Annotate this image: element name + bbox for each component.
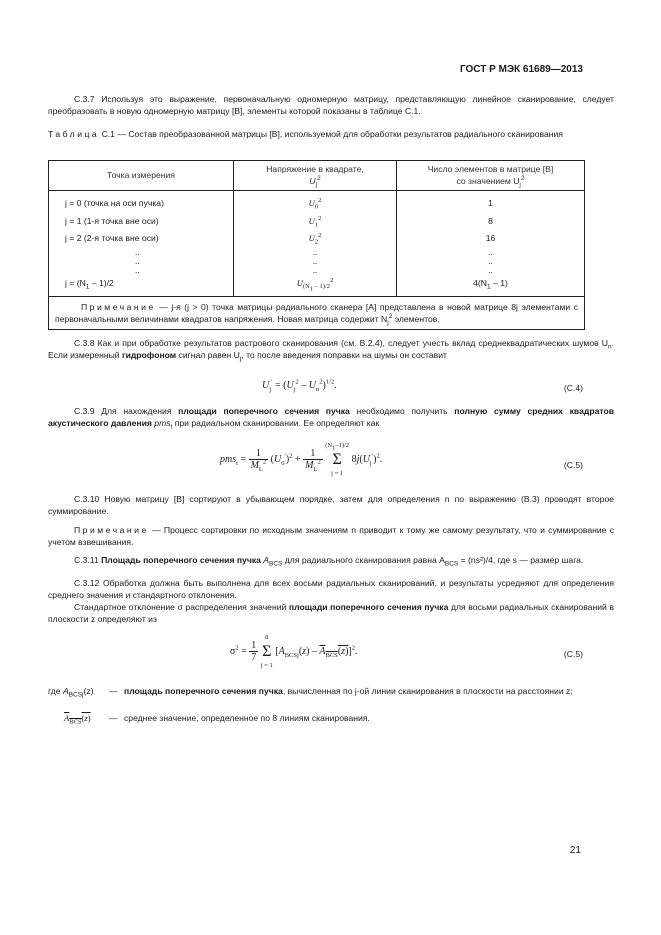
table-col-counts: 1 8 16 .. .. .. $4(N_1 - 1)$ [397,191,585,297]
where-item-2: $A_{BCS}(z)$ — среднее значение, определенное по 8 линиям сканирования. [64,713,370,726]
table-col-points: j = 0 (точка на оси пучка) j = 1 (1-я точка вне оси) j = 2 (2-я точка вне оси) .. .. .. $j = (N_1 - 1)/2$ [49,191,234,297]
row-point-0: j = 0 (точка на оси пучка) [65,198,164,208]
col-header-count: Число элементов в матрице [B] со значением $U_j^2$ [397,161,585,191]
equation-c5b: $\sigma^2$ = $\frac{1}{7}$ 8 Σ j = 1 $[A_{BCSj}(z) - A_{BCS}(z)]^2$. [230,634,358,669]
equation-c4-label: (С.4) [563,383,583,393]
where-item-1: где $A_{BCSj}(z)$ — площадь поперечного сечения пучка, вычисленная по j-ой линии сканирования в плоскости на расстоянии z; [48,686,573,699]
standard-header: ГОСТ Р МЭК 61689—2013 [459,64,583,75]
row-count-2: 16 [485,233,496,243]
table-note-row [49,297,585,330]
equation-c5a-label: (С.5) [563,460,583,470]
equation-c5b-label: (С.5) [563,649,583,659]
section-c310: С.3.10 Новую матрицу [B] сортируют в убывающем порядке, затем для определения n по выражению (В.3) проводят второе суммирование. [48,494,614,516]
table-caption-label: Таблица [48,129,100,139]
col-header-voltage: Напряжение в квадрате, $U_j^2$ [234,161,397,191]
col-header-point: Точка измерения [49,161,234,191]
section-c37: С.3.7 Используя это выражение, первоначальную одномерную матрицу, представляющую линейное сканирование, следует преобразовать в новую одномерную матрицу [B], элементы которой показаны в таблице С.1. [48,94,614,116]
table-caption [48,129,614,141]
row-count-1: 8 [488,215,493,226]
equation-c4: $U_j' = (U_j^2 - U_n^2)^{1/2}$. [262,378,337,393]
table-col-voltages: $U_0^2$ $U_1^2$ $U_2^2$ .. .. .. $U_{(N_1 - 1)/2}^2$ [234,191,397,297]
table-note: Примечание — j-я (j > 0) точка матрицы радиального сканера [A] представлена в новой матрице 8j элементами с первоначальными величинами квадратов напряжения. Новая матрица содержит $N_j^2$ элементов. [49,297,585,330]
note-sorting: Примечание — Процесс сортировки по исходным значениям n приводит к тому же самому результату, что и суммирование с учетом взвешивания. [48,525,614,547]
table-caption-text: С.1 — Состав преобразованной матрицы [B], используемой для обработки результатов радиального сканирования [99,129,563,139]
row-point-2: j = 2 (2-я точка вне оси) [65,233,159,243]
section-c39: С.3.9 Для нахождения площади поперечного сечения пучка необходимо получить полную сумму средних квадратов акустического давления pms$_t$ при радиальном сканировании. Ее определяют как [48,406,614,431]
table-c1 [48,160,585,330]
row-point-last: $j = (N_1 - 1)/2$ [65,277,114,291]
row-count-last: $4(N_1 - 1)$ [473,277,508,291]
section-c38: С.3.8 Как и при обработке результатов растрового сканирования (см. В.2.4), следует учесть вклад среднеквадратических шумов $U_n$. Если измеренный гидрофоном сигнал равен $U_j$, то после введения поправки на шумы он составит [48,338,614,363]
section-c312: С.3.12 Обработка должна быть выполнена для всех восьми радиальных сканирований, и результаты усредняют для определения среднего значения и стандартного отклонения. [48,578,614,600]
table-header-row [49,161,585,191]
section-c311: С.3.11 Площадь поперечного сечения пучка $A_{BCS}$ для радиального сканирования равна $A_{BCS} = (ns^2)/4$, где s — размер шага. [74,555,584,568]
section-std-dev: Стандартное отклонение σ распределения значений площади поперечного сечения пучка для восьми радиальных сканирований в плоскости z определяют из [48,602,614,624]
equation-c5a: pms$_t$ = $\frac{1}{M_L^2}$ $(U_0')^2$ + $\frac{1}{M_L^2}$ $(N_1-1)/2$ Σ j = 1 $8j(U_j')^2$. [220,442,383,477]
row-point-1: j = 1 (1-я точка вне оси) [65,215,159,226]
row-count-0: 1 [488,198,493,208]
table-body-row [49,191,585,297]
page-number: 21 [569,845,581,856]
